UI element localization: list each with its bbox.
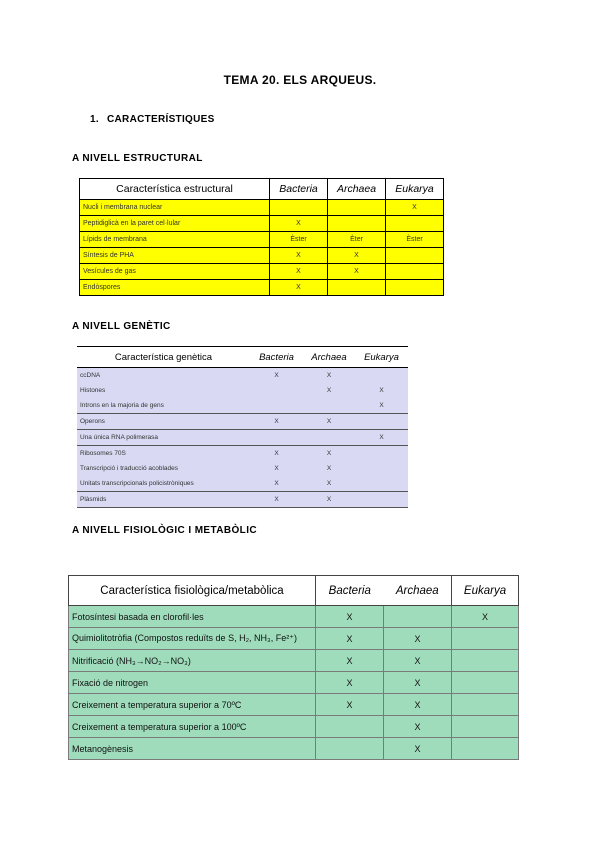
row-cell xyxy=(386,280,444,296)
row-cell xyxy=(270,200,328,216)
table-row xyxy=(69,672,519,694)
row-label: Metanogènesis xyxy=(69,738,316,760)
row-cell xyxy=(250,383,303,398)
row-label: Creixement a temperatura superior a 70ºC xyxy=(69,694,316,716)
row-cell xyxy=(386,264,444,280)
row-cell xyxy=(452,650,519,672)
row-cell: X xyxy=(250,414,303,430)
row-cell: X xyxy=(250,461,303,476)
table-row xyxy=(80,280,444,296)
genetic-header-row xyxy=(77,347,408,368)
table-row xyxy=(77,368,408,384)
row-cell: X xyxy=(250,492,303,508)
genetic-table xyxy=(77,346,408,508)
section-heading xyxy=(90,114,215,125)
physiological-header: Eukarya xyxy=(452,576,519,606)
row-cell: X xyxy=(384,672,452,694)
row-cell xyxy=(355,414,408,430)
physiological-table xyxy=(68,575,519,760)
row-cell: X xyxy=(270,264,328,280)
row-cell: X xyxy=(303,368,355,384)
row-label: ccDNA xyxy=(77,368,250,384)
genetic-header: Archaea xyxy=(303,347,355,368)
row-cell xyxy=(355,368,408,384)
table-row xyxy=(69,716,519,738)
row-cell: X xyxy=(316,628,384,650)
row-cell: X xyxy=(355,383,408,398)
table-row xyxy=(77,430,408,446)
row-label: Unitats transcripcionals policistròniques xyxy=(77,476,250,492)
genetic-heading: A NIVELL GENÈTIC xyxy=(72,321,171,332)
row-cell xyxy=(250,430,303,446)
table-row xyxy=(80,264,444,280)
table-row xyxy=(80,232,444,248)
row-cell: X xyxy=(270,280,328,296)
table-row xyxy=(80,216,444,232)
row-cell: X xyxy=(328,248,386,264)
row-cell xyxy=(452,672,519,694)
physiological-header-row xyxy=(69,576,519,606)
row-cell xyxy=(452,738,519,760)
row-cell xyxy=(386,248,444,264)
section-label: CARACTERÍSTIQUES xyxy=(107,114,215,125)
table-row xyxy=(69,606,519,628)
row-cell xyxy=(303,430,355,446)
table-row xyxy=(80,200,444,216)
section-number: 1. xyxy=(90,114,99,125)
physiological-header: Bacteria xyxy=(316,576,384,606)
row-cell: X xyxy=(270,216,328,232)
structural-header: Bacteria xyxy=(270,179,328,200)
row-cell: X xyxy=(303,414,355,430)
row-label: Operons xyxy=(77,414,250,430)
page-title: TEMA 20. ELS ARQUEUS. xyxy=(223,73,377,87)
table-row xyxy=(80,248,444,264)
row-cell: X xyxy=(316,694,384,716)
physiological-header: Característica fisiològica/metabòlica xyxy=(69,576,316,606)
genetic-header: Bacteria xyxy=(250,347,303,368)
row-cell: X xyxy=(316,606,384,628)
row-cell xyxy=(303,398,355,414)
row-label: Introns en la majoria de gens xyxy=(77,398,250,414)
row-label: Endòspores xyxy=(80,280,270,296)
row-cell: Èster xyxy=(386,232,444,248)
row-label: Una única RNA polimerasa xyxy=(77,430,250,446)
table-row xyxy=(77,414,408,430)
row-cell: X xyxy=(303,492,355,508)
row-label: Transcripció i traducció acoblades xyxy=(77,461,250,476)
row-cell xyxy=(328,216,386,232)
table-row xyxy=(69,628,519,650)
row-cell xyxy=(384,606,452,628)
physiological-header: Archaea xyxy=(384,576,452,606)
row-label: Plàsmids xyxy=(77,492,250,508)
row-label: Fixació de nitrogen xyxy=(69,672,316,694)
structural-header: Archaea xyxy=(328,179,386,200)
table-row xyxy=(77,398,408,414)
table-row xyxy=(77,492,408,508)
row-cell: X xyxy=(452,606,519,628)
row-label: Síntesis de PHA xyxy=(80,248,270,264)
row-cell: X xyxy=(250,368,303,384)
row-cell xyxy=(328,280,386,296)
row-cell: X xyxy=(303,446,355,462)
row-cell: X xyxy=(250,476,303,492)
structural-table xyxy=(79,178,444,296)
row-cell xyxy=(386,216,444,232)
row-cell: X xyxy=(270,248,328,264)
row-label: Vesícules de gas xyxy=(80,264,270,280)
table-row xyxy=(69,738,519,760)
genetic-header: Eukarya xyxy=(355,347,408,368)
row-cell xyxy=(355,476,408,492)
row-cell: X xyxy=(384,628,452,650)
table-row xyxy=(77,476,408,492)
row-cell xyxy=(355,446,408,462)
row-label: Quimiolitotròfia (Compostos reduïts de S, H₂, NH₃, Fe²⁺) xyxy=(69,628,316,650)
row-cell: X xyxy=(303,476,355,492)
genetic-body xyxy=(77,368,408,508)
row-label: Fotosíntesi basada en clorofil·les xyxy=(69,606,316,628)
physiological-body xyxy=(69,606,519,760)
row-cell xyxy=(250,398,303,414)
row-cell xyxy=(452,694,519,716)
structural-header-row xyxy=(80,179,444,200)
row-cell: X xyxy=(384,738,452,760)
genetic-header: Característica genètica xyxy=(77,347,250,368)
row-cell: X xyxy=(316,650,384,672)
row-cell: X xyxy=(303,461,355,476)
row-cell xyxy=(355,492,408,508)
structural-header: Característica estructural xyxy=(80,179,270,200)
row-cell: X xyxy=(355,430,408,446)
structural-header: Eukarya xyxy=(386,179,444,200)
row-label: Histones xyxy=(77,383,250,398)
table-row xyxy=(77,446,408,462)
row-label: Creixement a temperatura superior a 100ºC xyxy=(69,716,316,738)
row-cell: Èter xyxy=(328,232,386,248)
row-cell xyxy=(452,628,519,650)
table-row xyxy=(69,694,519,716)
row-cell xyxy=(316,716,384,738)
row-label: Peptidiglicà en la paret cel·lular xyxy=(80,216,270,232)
row-cell: Èster xyxy=(270,232,328,248)
row-label: Lípids de membrana xyxy=(80,232,270,248)
row-cell xyxy=(355,461,408,476)
table-row xyxy=(77,461,408,476)
table-row xyxy=(77,383,408,398)
row-cell xyxy=(316,738,384,760)
row-cell: X xyxy=(384,694,452,716)
physiological-heading: A NIVELL FISIOLÒGIC I METABÒLIC xyxy=(72,525,257,536)
structural-heading: A NIVELL ESTRUCTURAL xyxy=(72,153,203,164)
row-cell: X xyxy=(250,446,303,462)
row-cell: X xyxy=(328,264,386,280)
structural-body xyxy=(80,200,444,296)
row-cell: X xyxy=(384,716,452,738)
row-cell: X xyxy=(355,398,408,414)
row-cell: X xyxy=(303,383,355,398)
row-cell: X xyxy=(316,672,384,694)
row-cell xyxy=(328,200,386,216)
row-cell: X xyxy=(386,200,444,216)
row-label: Nitrificació (NH₃→NO₂→NO₃) xyxy=(69,650,316,672)
row-label: Nucli i membrana nuclear xyxy=(80,200,270,216)
row-label: Ribosomes 70S xyxy=(77,446,250,462)
row-cell xyxy=(452,716,519,738)
row-cell: X xyxy=(384,650,452,672)
table-row xyxy=(69,650,519,672)
